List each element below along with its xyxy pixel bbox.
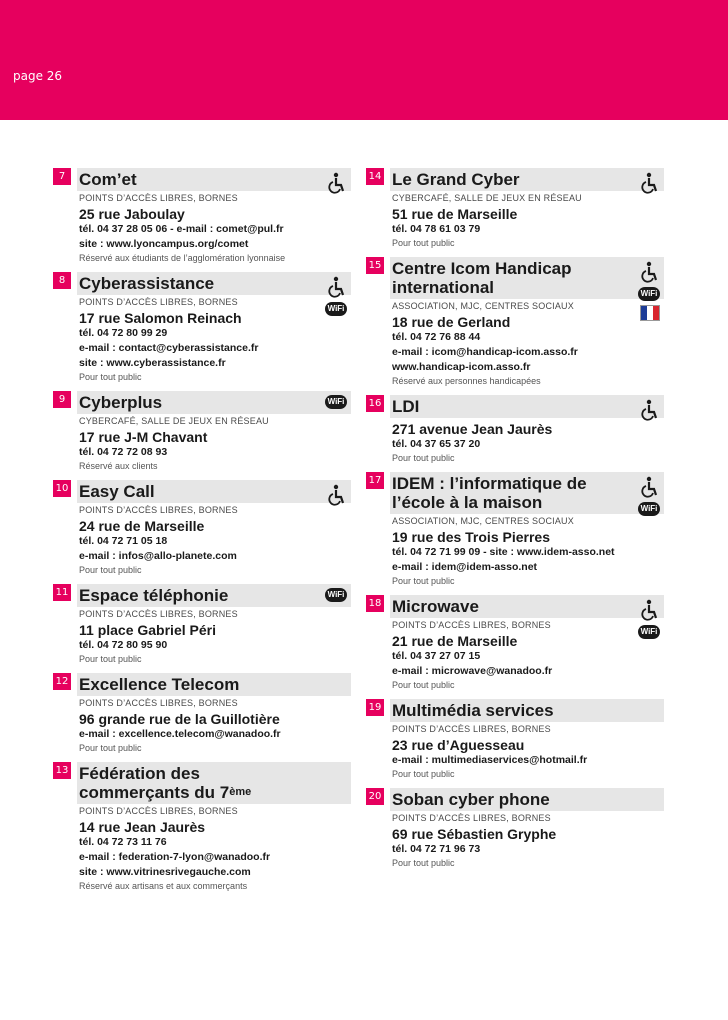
listing-contact: tél. 04 72 76 88 44 xyxy=(392,331,481,343)
listing-contact: e-mail : contact@cyberassistance.fr xyxy=(79,342,259,354)
listing-entry xyxy=(366,395,664,464)
listing-entry xyxy=(53,272,351,383)
listing-entry xyxy=(366,472,664,587)
listing-contact: e-mail : infos@allo-planete.com xyxy=(79,550,237,562)
listing-entry xyxy=(366,699,664,780)
wheelchair-icon xyxy=(640,261,660,283)
listing-number: 19 xyxy=(366,699,384,716)
listing-address: 11 place Gabriel Péri xyxy=(79,622,216,638)
listing-number: 15 xyxy=(366,257,384,274)
accessibility-icons xyxy=(325,276,347,316)
accessibility-icons xyxy=(638,476,660,516)
listing-entry xyxy=(53,391,351,472)
listing-address: 21 rue de Marseille xyxy=(392,633,518,649)
listing-entry xyxy=(366,168,664,249)
listing-contact: tél. 04 72 71 96 73 xyxy=(392,843,481,855)
accessibility-icons xyxy=(638,261,660,321)
listing-number: 13 xyxy=(53,762,71,779)
listing-address: 18 rue de Gerland xyxy=(392,314,511,330)
wheelchair-icon xyxy=(640,399,660,421)
listing-note: Pour tout public xyxy=(392,238,455,248)
accessibility-icons xyxy=(327,484,347,506)
listing-contact: tél. 04 37 65 37 20 xyxy=(392,438,481,450)
listing-category: POINTS D’ACCÈS LIBRES, BORNES xyxy=(79,505,238,515)
listing-address: 271 avenue Jean Jaurès xyxy=(392,421,553,437)
listing-number: 18 xyxy=(366,595,384,612)
accessibility-icons xyxy=(640,399,660,421)
listing-name: LDI xyxy=(392,397,420,416)
listing-category: POINTS D’ACCÈS LIBRES, BORNES xyxy=(79,609,238,619)
wheelchair-icon xyxy=(327,172,347,194)
listing-note: Réservé aux étudiants de l’agglomération lyonnaise xyxy=(79,253,286,263)
listing-entry xyxy=(366,257,664,387)
listing-category: POINTS D’ACCÈS LIBRES, BORNES xyxy=(392,620,551,630)
listing-number: 16 xyxy=(366,395,384,412)
listing-note: Pour tout public xyxy=(392,769,455,779)
listing-number: 12 xyxy=(53,673,71,690)
listing-contact: site : www.cyberassistance.fr xyxy=(79,357,226,369)
listing-title-bar xyxy=(77,391,351,414)
listing-entry xyxy=(53,168,351,264)
listing-name: Soban cyber phone xyxy=(392,790,550,809)
listing-address: 19 rue des Trois Pierres xyxy=(392,529,550,545)
listing-entry xyxy=(53,762,351,892)
listing-note: Pour tout public xyxy=(79,743,142,753)
listing-contact: site : www.vitrinesrivegauche.com xyxy=(79,866,251,878)
listing-category: POINTS D’ACCÈS LIBRES, BORNES xyxy=(392,813,551,823)
listing-number: 17 xyxy=(366,472,384,489)
listing-address: 17 rue J-M Chavant xyxy=(79,429,208,445)
listing-name: Centre Icom Handicap international xyxy=(392,259,572,297)
accessibility-icons xyxy=(327,172,347,194)
listing-title-bar xyxy=(77,584,351,607)
listing-contact: tél. 04 72 80 95 90 xyxy=(79,639,168,651)
listing-note: Réservé aux artisans et aux commerçants xyxy=(79,881,248,891)
listing-note: Pour tout public xyxy=(392,576,455,586)
wifi-icon: WiFi xyxy=(638,287,660,301)
listing-address: 25 rue Jaboulay xyxy=(79,206,185,222)
listing-title-bar xyxy=(77,762,351,804)
listing-title-bar xyxy=(390,472,664,514)
listing-name: Fédération des commerçants du 7ème xyxy=(79,764,252,802)
listing-category: POINTS D’ACCÈS LIBRES, BORNES xyxy=(392,724,551,734)
listing-note: Réservé aux clients xyxy=(79,461,158,471)
listing-contact: www.handicap-icom.asso.fr xyxy=(392,361,531,373)
right-column xyxy=(366,168,664,877)
listing-note: Pour tout public xyxy=(392,453,455,463)
listing-name: Le Grand Cyber xyxy=(392,170,520,189)
listing-category: CYBERCAFÉ, SALLE DE JEUX EN RÉSEAU xyxy=(79,416,269,426)
listing-note: Pour tout public xyxy=(79,372,142,382)
listing-contact: tél. 04 72 72 08 93 xyxy=(79,446,168,458)
listing-title-bar xyxy=(390,168,664,191)
listing-name: Microwave xyxy=(392,597,479,616)
listing-address: 23 rue d’Aguesseau xyxy=(392,737,525,753)
listing-address: 17 rue Salomon Reinach xyxy=(79,310,242,326)
listing-address: 24 rue de Marseille xyxy=(79,518,205,534)
listing-contact: e-mail : excellence.telecom@wanadoo.fr xyxy=(79,728,281,740)
listing-name: Cyberplus xyxy=(79,393,163,412)
wifi-icon: WiFi xyxy=(325,302,347,316)
listing-name: Cyberassistance xyxy=(79,274,215,293)
listing-number: 10 xyxy=(53,480,71,497)
wifi-icon: WiFi xyxy=(638,625,660,639)
listing-entry xyxy=(53,480,351,576)
listing-category: ASSOCIATION, MJC, CENTRES SOCIAUX xyxy=(392,516,574,526)
listing-contact: e-mail : icom@handicap-icom.asso.fr xyxy=(392,346,578,358)
listing-contact: e-mail : idem@idem-asso.net xyxy=(392,561,538,573)
listing-title-bar xyxy=(390,699,664,722)
page-number: page 26 xyxy=(13,69,63,83)
listing-contact: tél. 04 78 61 03 79 xyxy=(392,223,481,235)
listing-title-bar xyxy=(390,257,664,299)
listing-address: 96 grande rue de la Guillotière xyxy=(79,711,280,727)
left-column xyxy=(53,168,351,900)
listing-contact: tél. 04 72 71 05 18 xyxy=(79,535,168,547)
listing-category: ASSOCIATION, MJC, CENTRES SOCIAUX xyxy=(392,301,574,311)
wheelchair-icon xyxy=(640,476,660,498)
listing-contact: tél. 04 72 71 99 09 - site : www.idem-asso.net xyxy=(392,546,615,558)
listing-number: 14 xyxy=(366,168,384,185)
listing-title-bar xyxy=(390,788,664,811)
wheelchair-icon xyxy=(640,599,660,621)
listing-category: POINTS D’ACCÈS LIBRES, BORNES xyxy=(79,297,238,307)
listing-address: 69 rue Sébastien Gryphe xyxy=(392,826,557,842)
listing-category: POINTS D’ACCÈS LIBRES, BORNES xyxy=(79,698,238,708)
listing-address: 51 rue de Marseille xyxy=(392,206,518,222)
wifi-icon: WiFi xyxy=(325,395,347,409)
listing-name: Easy Call xyxy=(79,482,155,501)
accessibility-icons xyxy=(325,588,347,602)
listing-number: 8 xyxy=(53,272,71,289)
listing-name: Excellence Telecom xyxy=(79,675,240,694)
accessibility-icons xyxy=(638,599,660,639)
flag-icon xyxy=(640,305,660,321)
listing-title-bar xyxy=(77,673,351,696)
listing-number: 7 xyxy=(53,168,71,185)
listing-note: Pour tout public xyxy=(79,565,142,575)
listing-contact: tél. 04 72 73 11 76 xyxy=(79,836,167,848)
accessibility-icons xyxy=(640,172,660,194)
listing-name: IDEM : l’informatique de l’école à la maison xyxy=(392,474,587,512)
listing-entry xyxy=(53,584,351,665)
listing-category: CYBERCAFÉ, SALLE DE JEUX EN RÉSEAU xyxy=(392,193,582,203)
listing-note: Pour tout public xyxy=(392,680,455,690)
name-superscript: ème xyxy=(229,786,252,798)
listing-title-bar xyxy=(77,168,351,191)
listing-title-bar xyxy=(390,395,664,418)
wheelchair-icon xyxy=(640,172,660,194)
wheelchair-icon xyxy=(327,276,347,298)
listing-category: POINTS D’ACCÈS LIBRES, BORNES xyxy=(79,806,238,816)
listing-address: 14 rue Jean Jaurès xyxy=(79,819,206,835)
listing-number: 11 xyxy=(53,584,71,601)
listing-note: Pour tout public xyxy=(392,858,455,868)
listing-contact: tél. 04 37 27 07 15 xyxy=(392,650,481,662)
listing-contact: e-mail : federation-7-lyon@wanadoo.fr xyxy=(79,851,271,863)
listing-contact: tél. 04 72 80 99 29 xyxy=(79,327,168,339)
listing-name: Espace téléphonie xyxy=(79,586,229,605)
listing-entry xyxy=(366,595,664,691)
listing-number: 20 xyxy=(366,788,384,805)
listing-contact: e-mail : microwave@wanadoo.fr xyxy=(392,665,553,677)
header-band xyxy=(0,0,728,120)
listing-name: Multimédia services xyxy=(392,701,554,720)
listing-category: POINTS D’ACCÈS LIBRES, BORNES xyxy=(79,193,238,203)
listing-entry xyxy=(53,673,351,754)
listing-note: Réservé aux personnes handicapées xyxy=(392,376,541,386)
listing-contact: site : www.lyoncampus.org/comet xyxy=(79,238,249,250)
wifi-icon: WiFi xyxy=(638,502,660,516)
listing-title-bar xyxy=(77,480,351,503)
listing-entry xyxy=(366,788,664,869)
wifi-icon: WiFi xyxy=(325,588,347,602)
listing-note: Pour tout public xyxy=(79,654,142,664)
listing-number: 9 xyxy=(53,391,71,408)
listing-name: Com’et xyxy=(79,170,137,189)
listing-contact: e-mail : multimediaservices@hotmail.fr xyxy=(392,754,588,766)
wheelchair-icon xyxy=(327,484,347,506)
listing-contact: tél. 04 37 28 05 06 - e-mail : comet@pul.fr xyxy=(79,223,284,235)
accessibility-icons xyxy=(325,395,347,409)
